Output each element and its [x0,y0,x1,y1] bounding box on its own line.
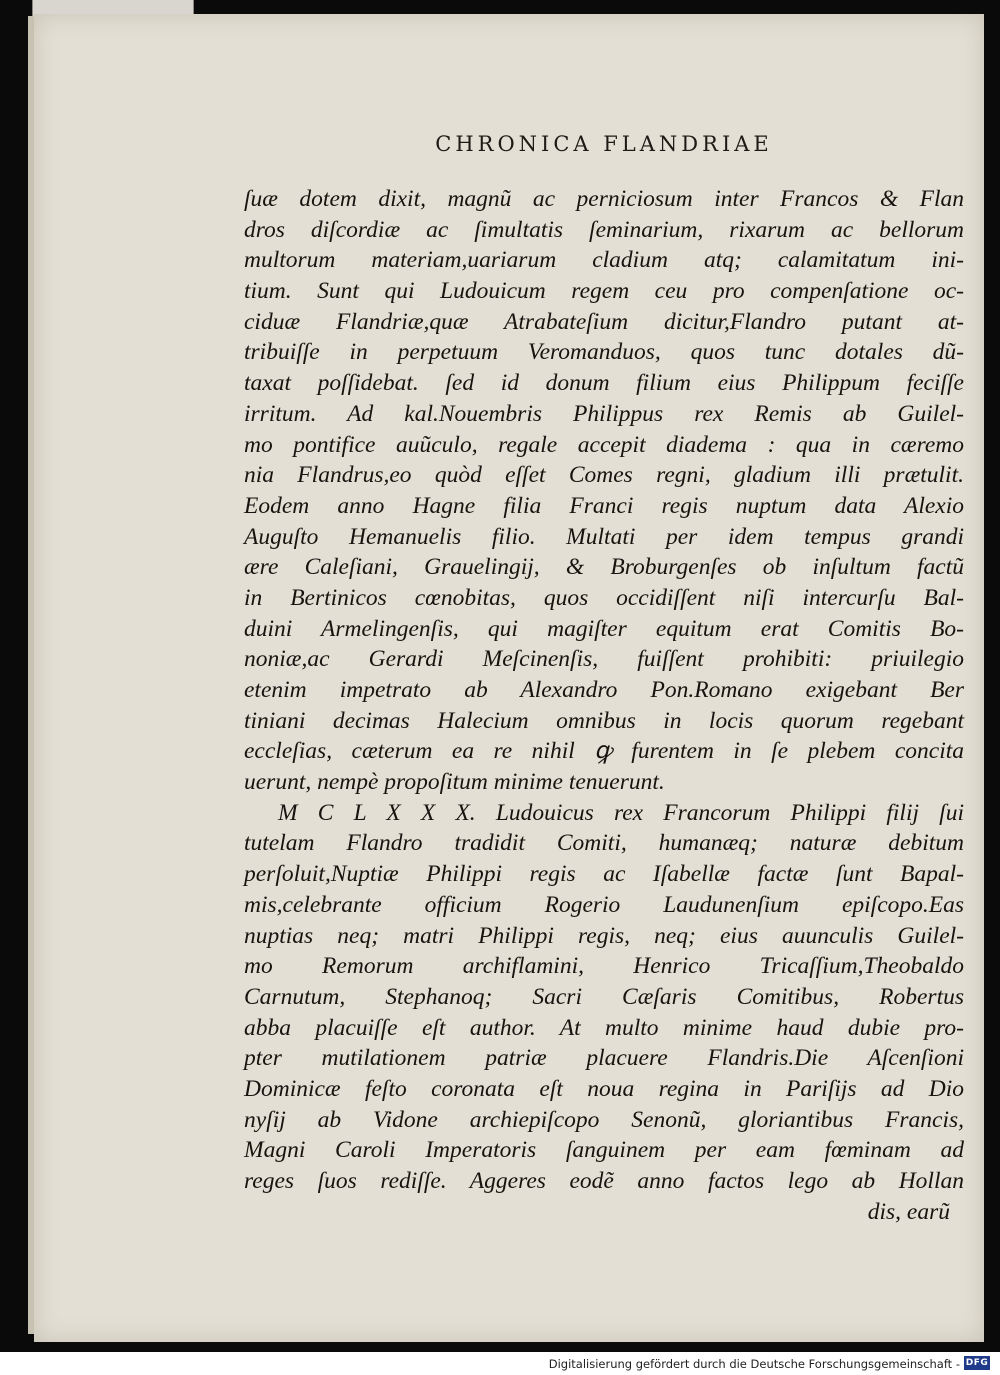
dfg-logo-icon: DFG [965,1358,989,1368]
text-line: tribuiſſe in perpetuum Veromanduos, quos tunc dotales dũ- [244,339,964,366]
text-line: ære Caleſiani, Grauelingij, & Broburgenſes ob inſultum factũ [244,554,964,581]
text-line: M C L X X X. Ludouicus rex Francorum Philippi filij ſui [278,799,964,826]
text-line: etenim impetrato ab Alexandro Pon.Romano exigebant Ber [244,677,964,703]
text-line: in Bertinicos cœnobitas, quos occidiſſent niſi intercurſu Bal- [244,584,964,611]
text-line: uerunt, nempè propoſitum minime tenuerunt. [244,769,665,796]
book-page [34,14,984,1342]
text-line: tiniani decimas Halecium omnibus in locis quorum regebant [244,707,964,734]
text-line: noniæ,ac Gerardi Meſcinenſis, fuiſſent prohibiti: priuilegio [244,646,964,673]
text-line: mis,celebrante officium Rogerio Laudunenſium epiſcopo.Eas [244,891,964,918]
text-line: dros diſcordiæ ac ſimultatis ſeminarium, rixarum ac bellorum [244,216,964,243]
text-line: eccleſias, cæterum ea re nihil ꝙ furentem in ſe plebem concita [244,738,964,765]
footer-bar [0,1352,1000,1375]
text-line: duini Armelingenſis, qui magiſter equitum erat Comitis Bo- [244,615,964,642]
text-line: mo pontifice auũculo, regale accepit diadema : qua in cæremo [244,431,964,458]
catchword: dis, earũ [867,1198,950,1225]
text-line: multorum materiam,uariarum cladium atq; calamitatum ini- [244,247,964,274]
text-line: tium. Sunt qui Ludouicum regem ceu pro compenſatione oc- [244,278,964,305]
running-head: CHRONICA FLANDRIAE [435,132,773,156]
text-line: nyſij ab Vidone archiepiſcopo Senonũ, gloriantibus Francis, [244,1106,964,1133]
text-line: Magni Caroli Imperatoris ſanguinem per eam fœminam ad [244,1137,964,1164]
text-block [244,184,964,1227]
text-line: mo Remorum archiflamini, Henrico Tricaſſium,Theobaldo [244,953,964,980]
text-line: Dominicæ feſto coronata eſt noua regina in Pariſijs ad Dio [244,1075,964,1102]
text-line: taxat poſſidebat. ſed id donum filium eius Philippum feciſſe [244,370,964,397]
text-line: perſoluit,Nuptiæ Philippi regis ac Iſabellæ factæ ſunt Bapal- [244,861,964,888]
text-line: abba placuiſſe eſt author. At multo minime haud dubie pro- [244,1014,964,1041]
text-line: ciduæ Flandriæ,quæ Atrabateſium dicitur,Flandro putant at- [244,308,964,335]
text-line: irritum. Ad kal.Nouembris Philippus rex Remis ab Guilel- [244,400,964,427]
text-line: nia Flandrus,eo quòd eſſet Comes regni, gladium illi prætulit. [244,462,964,489]
funding-credit: Digitalisierung gefördert durch die Deutsche Forschungsgemeinschaft - [548,1357,960,1371]
text-line: Auguſto Hemanuelis filio. Multati per idem tempus grandi [244,523,964,550]
text-line: ſuæ dotem dixit, magnũ ac perniciosum inter Francos & Flan [244,186,964,212]
text-line: reges ſuos rediſſe. Aggeres eodẽ anno factos lego ab Hollan [244,1168,964,1194]
text-line: Carnutum, Stephanoq; Sacri Cæſaris Comitibus, Robertus [244,983,964,1010]
text-line: tutelam Flandro tradidit Comiti, humanæq; naturæ debitum [244,830,964,857]
text-line: Eodem anno Hagne filia Franci regis nuptum data Alexio [244,492,964,519]
text-line: nuptias neq; matri Philippi regis, neq; eius auunculis Guilel- [244,922,964,949]
text-line: pter mutilationem patriæ placuere Flandris.Die Aſcenſioni [244,1045,964,1072]
